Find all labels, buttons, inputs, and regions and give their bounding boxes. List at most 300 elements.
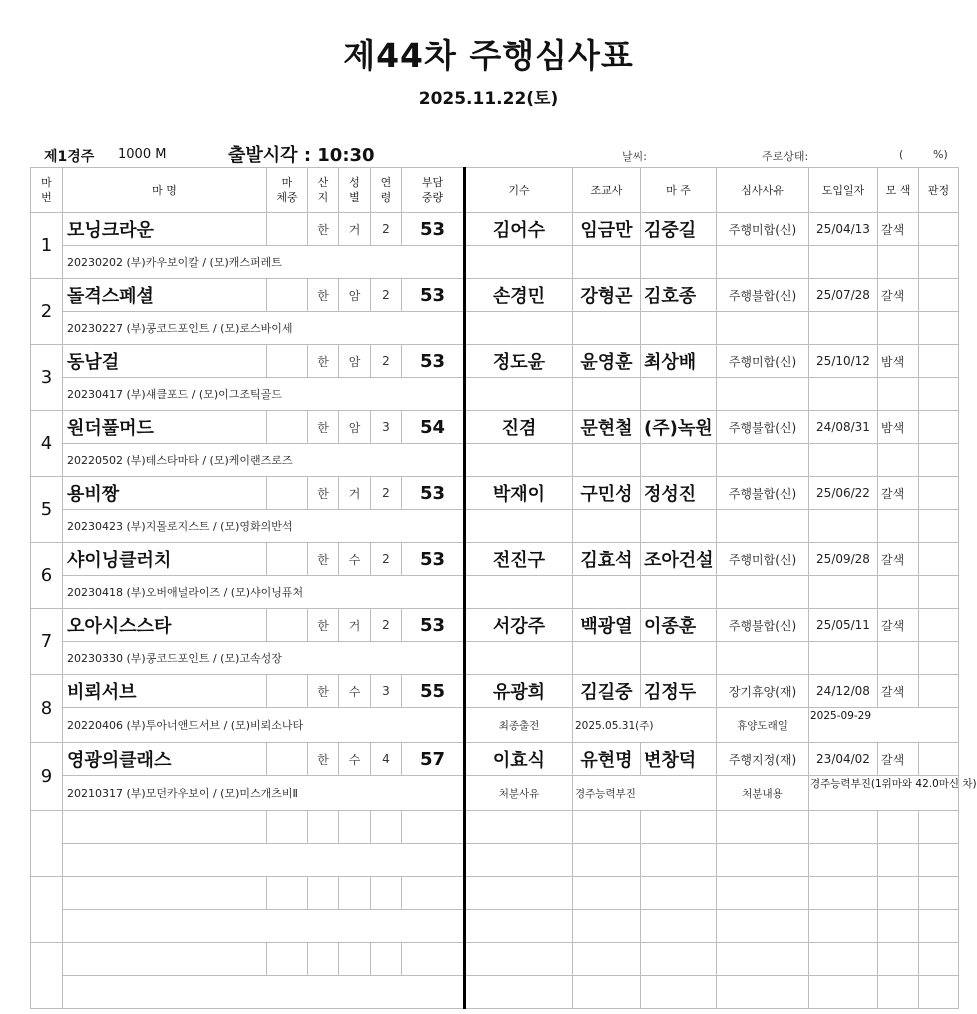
horse-number: 2 (31, 279, 63, 345)
empty-cell (919, 943, 959, 976)
header-row (31, 168, 959, 213)
age-cell: 3 (371, 675, 402, 708)
horse-number: 4 (31, 411, 63, 477)
empty-cell (878, 943, 919, 976)
pedigree-info: 20230417 (부)섀클포드 / (모)이그조틱골드 (63, 378, 465, 411)
horse-name: 돌격스페셜 (63, 279, 267, 312)
bodyweight-cell (267, 411, 308, 444)
race-number: 제1경주 (44, 149, 95, 165)
horse-detail-row (31, 246, 959, 279)
empty-row (31, 811, 959, 844)
judgement-cell (919, 743, 959, 776)
race-distance: 1000 M (118, 147, 167, 162)
empty-cell (919, 976, 959, 1009)
horse-row (31, 213, 959, 246)
extra-empty (573, 444, 641, 477)
sheet-title: 제44차 주행심사표 (343, 36, 634, 75)
age-cell: 4 (371, 743, 402, 776)
extra-empty (809, 444, 878, 477)
sex-cell: 암 (339, 279, 371, 312)
empty-cell (809, 943, 878, 976)
import-date: 25/10/12 (809, 345, 878, 378)
horse-detail-row (31, 776, 959, 811)
jockey-name: 전진구 (465, 543, 573, 576)
screening-reason: 주행불합(신) (717, 477, 809, 510)
sex-cell: 암 (339, 411, 371, 444)
horse-row (31, 675, 959, 708)
extra-label-a: 최종출전 (465, 708, 573, 743)
empty-cell (267, 943, 308, 976)
extra-empty (717, 510, 809, 543)
sex-cell: 수 (339, 675, 371, 708)
judgement-cell (919, 279, 959, 312)
extra-empty (717, 312, 809, 345)
empty-cell (402, 877, 465, 910)
owner-name: (주)녹원 (641, 411, 717, 444)
empty-cell (878, 877, 919, 910)
empty-cell (878, 811, 919, 844)
empty-cell (717, 811, 809, 844)
empty-cell (267, 877, 308, 910)
sex-cell: 수 (339, 543, 371, 576)
screening-reason: 주행불합(신) (717, 279, 809, 312)
import-date: 25/04/13 (809, 213, 878, 246)
empty-cell (919, 844, 959, 877)
empty-cell (63, 976, 465, 1009)
coat-color: 갈색 (878, 609, 919, 642)
extra-value-b: 경주능력부진 (573, 776, 717, 811)
burden-weight: 53 (402, 609, 465, 642)
trainer-name: 김효석 (573, 543, 641, 576)
empty-cell (878, 976, 919, 1009)
extra-label-a: 처분사유 (465, 776, 573, 811)
extra-empty (641, 642, 717, 675)
bodyweight-cell (267, 743, 308, 776)
coat-color: 갈색 (878, 279, 919, 312)
coat-color: 밤색 (878, 411, 919, 444)
extra-empty (465, 246, 573, 279)
horse-name: 샤이닝클러치 (63, 543, 267, 576)
owner-name: 김정두 (641, 675, 717, 708)
extra-empty (919, 246, 959, 279)
empty-cell (63, 943, 267, 976)
horse-name: 모닝크라운 (63, 213, 267, 246)
trainer-name: 임금만 (573, 213, 641, 246)
jockey-name: 유광희 (465, 675, 573, 708)
horse-name: 용비짱 (63, 477, 267, 510)
empty-cell (308, 877, 339, 910)
extra-empty (919, 642, 959, 675)
empty-cell (339, 877, 371, 910)
age-cell: 2 (371, 213, 402, 246)
horse-row (31, 543, 959, 576)
extra-empty (465, 378, 573, 411)
screening-reason: 주행미합(신) (717, 213, 809, 246)
pedigree-info: 20210317 (부)모던카우보이 / (모)미스개츠비Ⅱ (63, 776, 465, 811)
horse-detail-row (31, 510, 959, 543)
horse-row (31, 609, 959, 642)
horse-number: 8 (31, 675, 63, 743)
horse-detail-row (31, 576, 959, 609)
extra-empty (878, 576, 919, 609)
horse-detail-row (31, 378, 959, 411)
empty-cell (641, 811, 717, 844)
header-name: 마 명 (63, 168, 267, 213)
judgement-cell (919, 609, 959, 642)
extra-label-c: 처분내용 (717, 776, 809, 811)
extra-empty (878, 246, 919, 279)
weather-label: 날씨: (622, 150, 647, 163)
empty-row (31, 877, 959, 910)
header-reason: 심사사유 (717, 168, 809, 213)
empty-cell (465, 844, 573, 877)
empty-cell (573, 943, 641, 976)
empty-cell (465, 976, 573, 1009)
judgement-cell (919, 543, 959, 576)
empty-cell (641, 844, 717, 877)
extra-value-b: 2025.05.31(주) (573, 708, 717, 743)
empty-cell (573, 910, 641, 943)
import-date: 25/06/22 (809, 477, 878, 510)
extra-empty (573, 312, 641, 345)
judgement-cell (919, 477, 959, 510)
empty-cell (371, 811, 402, 844)
trainer-name: 백광열 (573, 609, 641, 642)
empty-cell (63, 910, 465, 943)
header-burden: 부담 중량 (402, 168, 465, 213)
empty-cell (809, 910, 878, 943)
sex-cell: 암 (339, 345, 371, 378)
screening-reason: 주행불합(신) (717, 411, 809, 444)
empty-cell (339, 811, 371, 844)
jockey-name: 정도윤 (465, 345, 573, 378)
origin-cell: 한 (308, 411, 339, 444)
owner-name: 정성진 (641, 477, 717, 510)
import-date: 25/05/11 (809, 609, 878, 642)
horse-row (31, 477, 959, 510)
extra-empty (717, 378, 809, 411)
pedigree-info: 20220502 (부)테스타마타 / (모)케이랜즈로즈 (63, 444, 465, 477)
empty-cell (371, 877, 402, 910)
extra-label-c: 휴양도래일 (717, 708, 809, 743)
owner-name: 변창덕 (641, 743, 717, 776)
extra-empty (465, 642, 573, 675)
import-date: 25/09/28 (809, 543, 878, 576)
judgement-cell (919, 345, 959, 378)
empty-cell (465, 811, 573, 844)
extra-empty (641, 246, 717, 279)
extra-empty (878, 642, 919, 675)
empty-row (31, 976, 959, 1009)
bodyweight-cell (267, 213, 308, 246)
coat-color: 갈색 (878, 543, 919, 576)
horse-name: 동남걸 (63, 345, 267, 378)
header-age: 연 령 (371, 168, 402, 213)
horse-number: 5 (31, 477, 63, 543)
jockey-name: 이효식 (465, 743, 573, 776)
horse-number: 6 (31, 543, 63, 609)
header-origin: 산 지 (308, 168, 339, 213)
bodyweight-cell (267, 279, 308, 312)
empty-cell (717, 943, 809, 976)
header-judge: 판정 (919, 168, 959, 213)
owner-name: 김호종 (641, 279, 717, 312)
trainer-name: 구민성 (573, 477, 641, 510)
empty-cell (465, 877, 573, 910)
horse-row (31, 345, 959, 378)
pedigree-info: 20230418 (부)오버애널라이즈 / (모)샤이닝퓨처 (63, 576, 465, 609)
moisture-percent: %) (933, 148, 948, 161)
empty-cell (573, 844, 641, 877)
screening-reason: 장기휴양(재) (717, 675, 809, 708)
empty-row (31, 844, 959, 877)
extra-empty (465, 444, 573, 477)
empty-no (31, 943, 63, 1009)
extra-empty (809, 642, 878, 675)
coat-color: 갈색 (878, 675, 919, 708)
extra-empty (919, 312, 959, 345)
owner-name: 조아건설 (641, 543, 717, 576)
empty-cell (717, 910, 809, 943)
burden-weight: 53 (402, 477, 465, 510)
trainer-name: 윤영훈 (573, 345, 641, 378)
header-no: 마 번 (31, 168, 63, 213)
extra-empty (809, 312, 878, 345)
empty-cell (641, 943, 717, 976)
extra-empty (919, 510, 959, 543)
jockey-name: 서강주 (465, 609, 573, 642)
moisture-open: ( (899, 148, 904, 161)
empty-cell (809, 976, 878, 1009)
burden-weight: 55 (402, 675, 465, 708)
age-cell: 2 (371, 279, 402, 312)
empty-cell (809, 877, 878, 910)
header-color: 모 색 (878, 168, 919, 213)
burden-weight: 53 (402, 279, 465, 312)
trainer-name: 강형곤 (573, 279, 641, 312)
empty-cell (717, 877, 809, 910)
horse-name: 영광의클래스 (63, 743, 267, 776)
origin-cell: 한 (308, 477, 339, 510)
extra-empty (919, 576, 959, 609)
horse-number: 1 (31, 213, 63, 279)
import-date: 24/12/08 (809, 675, 878, 708)
empty-cell (63, 844, 465, 877)
pedigree-info: 20230330 (부)콩코드포인트 / (모)고속성장 (63, 642, 465, 675)
empty-row (31, 910, 959, 943)
bodyweight-cell (267, 609, 308, 642)
burden-weight: 53 (402, 345, 465, 378)
jockey-name: 손경민 (465, 279, 573, 312)
empty-cell (339, 943, 371, 976)
empty-row (31, 943, 959, 976)
extra-empty (809, 576, 878, 609)
age-cell: 2 (371, 543, 402, 576)
extra-empty (573, 576, 641, 609)
empty-cell (641, 877, 717, 910)
header-sex: 성 별 (339, 168, 371, 213)
age-cell: 2 (371, 609, 402, 642)
origin-cell: 한 (308, 543, 339, 576)
extra-empty (641, 576, 717, 609)
extra-empty (573, 510, 641, 543)
empty-cell (267, 811, 308, 844)
extra-empty (641, 378, 717, 411)
sex-cell: 거 (339, 609, 371, 642)
bodyweight-cell (267, 543, 308, 576)
owner-name: 이종훈 (641, 609, 717, 642)
extra-empty (809, 246, 878, 279)
header-date: 도입일자 (809, 168, 878, 213)
empty-cell (465, 910, 573, 943)
extra-empty (809, 510, 878, 543)
empty-cell (641, 976, 717, 1009)
empty-cell (402, 811, 465, 844)
origin-cell: 한 (308, 609, 339, 642)
extra-empty (573, 378, 641, 411)
burden-weight: 57 (402, 743, 465, 776)
empty-cell (919, 877, 959, 910)
horse-name: 원더풀머드 (63, 411, 267, 444)
judgement-cell (919, 411, 959, 444)
empty-cell (573, 976, 641, 1009)
coat-color: 밤색 (878, 345, 919, 378)
header-trainer: 조교사 (573, 168, 641, 213)
header-jockey: 기수 (465, 168, 573, 213)
extra-empty (878, 312, 919, 345)
coat-color: 갈색 (878, 743, 919, 776)
extra-empty (878, 378, 919, 411)
owner-name: 최상배 (641, 345, 717, 378)
extra-value-d: 경주능력부진(1위마와 42.0마신 차) (809, 776, 959, 811)
origin-cell: 한 (308, 675, 339, 708)
judgement-cell (919, 213, 959, 246)
horse-number: 9 (31, 743, 63, 811)
extra-empty (573, 642, 641, 675)
pedigree-info: 20230227 (부)콩코드포인트 / (모)로스바이세 (63, 312, 465, 345)
empty-cell (573, 877, 641, 910)
screening-reason: 주행지정(재) (717, 743, 809, 776)
empty-cell (308, 943, 339, 976)
horse-name: 오아시스스타 (63, 609, 267, 642)
screening-reason: 주행불합(신) (717, 609, 809, 642)
pedigree-info: 20230202 (부)카우보이칼 / (모)캐스퍼레트 (63, 246, 465, 279)
import-date: 25/07/28 (809, 279, 878, 312)
age-cell: 2 (371, 345, 402, 378)
burden-weight: 53 (402, 213, 465, 246)
screening-table (30, 167, 977, 1009)
sex-cell: 거 (339, 213, 371, 246)
horse-detail-row (31, 642, 959, 675)
extra-empty (641, 444, 717, 477)
trainer-name: 문현철 (573, 411, 641, 444)
extra-empty (641, 510, 717, 543)
horse-number: 7 (31, 609, 63, 675)
coat-color: 갈색 (878, 213, 919, 246)
horse-detail-row (31, 312, 959, 345)
extra-empty (573, 246, 641, 279)
empty-cell (465, 943, 573, 976)
owner-name: 김중길 (641, 213, 717, 246)
empty-cell (573, 811, 641, 844)
start-time: 출발시각 : 10:30 (228, 145, 375, 166)
extra-value-d: 2025-09-29 (809, 708, 959, 743)
trainer-name: 유현명 (573, 743, 641, 776)
age-cell: 2 (371, 477, 402, 510)
bodyweight-cell (267, 675, 308, 708)
burden-weight: 54 (402, 411, 465, 444)
empty-cell (717, 844, 809, 877)
empty-cell (809, 811, 878, 844)
origin-cell: 한 (308, 743, 339, 776)
extra-empty (809, 378, 878, 411)
empty-cell (919, 811, 959, 844)
pedigree-info: 20230423 (부)지몰로지스트 / (모)영화의반석 (63, 510, 465, 543)
extra-empty (878, 510, 919, 543)
bodyweight-cell (267, 345, 308, 378)
bodyweight-cell (267, 477, 308, 510)
coat-color: 갈색 (878, 477, 919, 510)
empty-cell (919, 910, 959, 943)
empty-cell (717, 976, 809, 1009)
empty-cell (809, 844, 878, 877)
extra-empty (919, 444, 959, 477)
pedigree-info: 20220406 (부)투아너앤드서브 / (모)비뢰소나타 (63, 708, 465, 743)
extra-empty (878, 444, 919, 477)
empty-cell (641, 910, 717, 943)
extra-empty (717, 444, 809, 477)
origin-cell: 한 (308, 345, 339, 378)
empty-cell (63, 811, 267, 844)
jockey-name: 김어수 (465, 213, 573, 246)
horse-row (31, 411, 959, 444)
track-condition-label: 주로상태: (762, 150, 809, 163)
origin-cell: 한 (308, 279, 339, 312)
empty-cell (371, 943, 402, 976)
horse-name: 비뢰서브 (63, 675, 267, 708)
sex-cell: 거 (339, 477, 371, 510)
judgement-cell (919, 675, 959, 708)
header-bodyweight: 마 체중 (267, 168, 308, 213)
extra-empty (717, 246, 809, 279)
empty-cell (308, 811, 339, 844)
burden-weight: 53 (402, 543, 465, 576)
empty-cell (63, 877, 267, 910)
import-date: 24/08/31 (809, 411, 878, 444)
empty-no (31, 877, 63, 943)
screening-reason: 주행미합(신) (717, 543, 809, 576)
empty-cell (878, 910, 919, 943)
import-date: 23/04/02 (809, 743, 878, 776)
sheet-date: 2025.11.22(토) (418, 89, 559, 109)
empty-cell (402, 943, 465, 976)
extra-empty (919, 378, 959, 411)
extra-empty (465, 510, 573, 543)
jockey-name: 진겸 (465, 411, 573, 444)
extra-empty (641, 312, 717, 345)
screening-reason: 주행미합(신) (717, 345, 809, 378)
horse-row (31, 743, 959, 776)
jockey-name: 박재이 (465, 477, 573, 510)
age-cell: 3 (371, 411, 402, 444)
extra-empty (465, 576, 573, 609)
sex-cell: 수 (339, 743, 371, 776)
horse-detail-row (31, 708, 959, 743)
empty-no (31, 811, 63, 877)
trainer-name: 김길중 (573, 675, 641, 708)
extra-empty (717, 576, 809, 609)
origin-cell: 한 (308, 213, 339, 246)
